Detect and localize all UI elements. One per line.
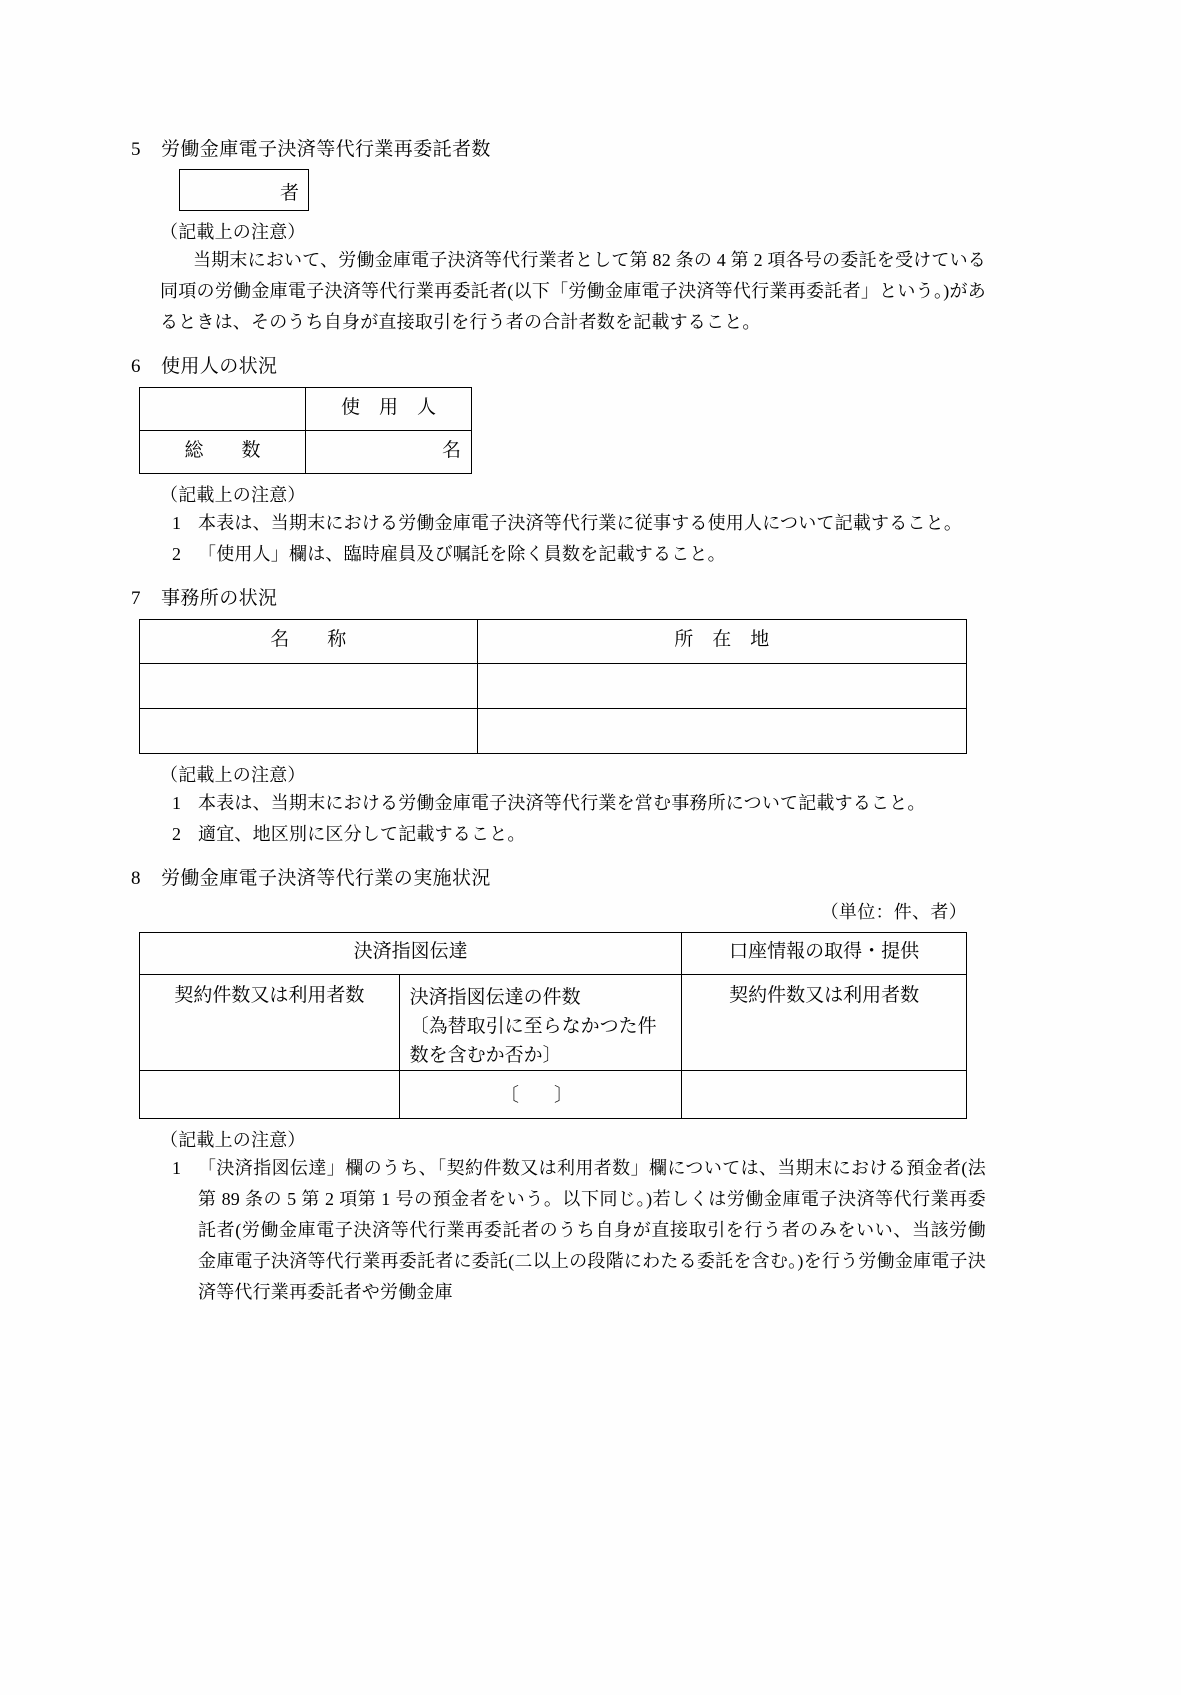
office-location-cell[interactable]: [477, 664, 966, 709]
notes-heading-5: （記載上の注意）: [160, 222, 306, 242]
section-number-8: 8: [131, 868, 141, 889]
employee-status-table: [139, 387, 472, 474]
section-title-5: 労働金庫電子決済等代行業再委託者数: [161, 139, 491, 160]
sub-header-line-1: 決済指図伝達の件数: [409, 987, 581, 1008]
note-text: 本表は、当期末における労働金庫電子決済等代行業に従事する使用人について記載すること。: [198, 513, 963, 533]
note-index: 1: [172, 793, 182, 813]
employee-total-unit[interactable]: 名: [306, 431, 472, 474]
note-paragraph-5: 当期末において、労働金庫電子決済等代行業者として第 82 条の 4 第 2 項各号の委託を受けている同項の労働金庫電子決済等代行業再委託者(以下「労働金庫電子決済等代行業再委託者」という。)があるときは、そのうち自身が直接取引を行う者の合計者数を記載すること。: [160, 250, 986, 332]
document-content: [131, 137, 986, 1308]
sub-header-line-3: 数を含むか否か〕: [409, 1045, 562, 1066]
business-execution-table: [139, 932, 967, 1119]
office-name-cell[interactable]: [140, 709, 478, 754]
note-item-6-1: [160, 508, 986, 539]
employee-header-label: 使 用 人: [306, 388, 472, 431]
data-cell-contract-right[interactable]: [682, 1071, 967, 1119]
section-heading-6: [131, 354, 986, 380]
note-text: 適宜、地区別に区分して記載すること。: [198, 824, 526, 844]
reentrust-count-box[interactable]: [179, 169, 309, 211]
group-header-payment-order: 決済指図伝達: [140, 933, 682, 975]
unit-label-8: （単位：件、者）: [820, 902, 967, 922]
note-index: 1: [172, 513, 182, 533]
table-group-header-row: [140, 933, 967, 975]
data-cell-payment-order[interactable]: 〔 〕: [399, 1071, 682, 1119]
office-status-table: [139, 619, 967, 754]
table-row: [140, 709, 967, 754]
note-index: 2: [172, 544, 182, 564]
section-heading-7: [131, 586, 986, 612]
note-item-6-2: [160, 539, 986, 570]
sub-header-payment-order-count: [399, 975, 682, 1071]
table-row: [140, 431, 472, 474]
table-row: [140, 388, 472, 431]
table-row: [140, 664, 967, 709]
office-location-cell[interactable]: [477, 709, 966, 754]
office-name-cell[interactable]: [140, 664, 478, 709]
office-header-name: 名 称: [140, 620, 478, 664]
table-sub-header-row: [140, 975, 967, 1071]
note-item-8-1: [160, 1153, 986, 1308]
note-item-7-2: [160, 819, 986, 850]
notes-heading-8: （記載上の注意）: [160, 1130, 306, 1150]
table-row: [140, 1071, 967, 1119]
section-number-5: 5: [131, 139, 141, 160]
section-title-8: 労働金庫電子決済等代行業の実施状況: [161, 868, 491, 889]
note-item-7-1: [160, 788, 986, 819]
reentrust-count-unit: 者: [279, 183, 299, 204]
note-text: 「使用人」欄は、臨時雇員及び嘱託を除く員数を記載すること。: [198, 544, 726, 564]
section-title-7: 事務所の状況: [161, 588, 278, 609]
sub-header-contract-count-right: 契約件数又は利用者数: [682, 975, 967, 1071]
note-index: 2: [172, 824, 182, 844]
employee-header-blank: [140, 388, 306, 431]
table-header-row: [140, 620, 967, 664]
data-cell-contract-left[interactable]: [140, 1071, 400, 1119]
notes-heading-7: （記載上の注意）: [160, 765, 306, 785]
section-title-6: 使用人の状況: [161, 356, 278, 377]
sub-header-contract-count-left: 契約件数又は利用者数: [140, 975, 400, 1071]
group-header-account-info: 口座情報の取得・提供: [682, 933, 967, 975]
note-text: 「決済指図伝達」欄のうち、「契約件数又は利用者数」欄については、当期末における預金者(法第 89 条の 5 第 2 項第 1 号の預金者をいう。以下同じ。)若しくは労働金庫電子決済等代行業再委託者(労働金庫電子決済等代行業再委託者のうち自身が直接取引を行う者のみをいい、当該労働金庫電子決済等代行業再委託者に委託(二以上の段階にわたる委託を含む。)を行う労働金庫電子決済等代行業再委託者や労働金庫: [198, 1158, 986, 1302]
sub-header-line-2: 〔為替取引に至らなかつた件: [409, 1016, 657, 1037]
note-index: 1: [172, 1158, 182, 1178]
section-number-7: 7: [131, 588, 141, 609]
notes-heading-6: （記載上の注意）: [160, 485, 306, 505]
note-text: 本表は、当期末における労働金庫電子決済等代行業を営む事務所について記載すること。: [198, 793, 926, 813]
section-heading-5: [131, 137, 986, 163]
office-header-location: 所 在 地: [477, 620, 966, 664]
section-heading-8: [131, 866, 986, 892]
section-number-6: 6: [131, 356, 141, 377]
employee-total-label: 総 数: [140, 431, 306, 474]
